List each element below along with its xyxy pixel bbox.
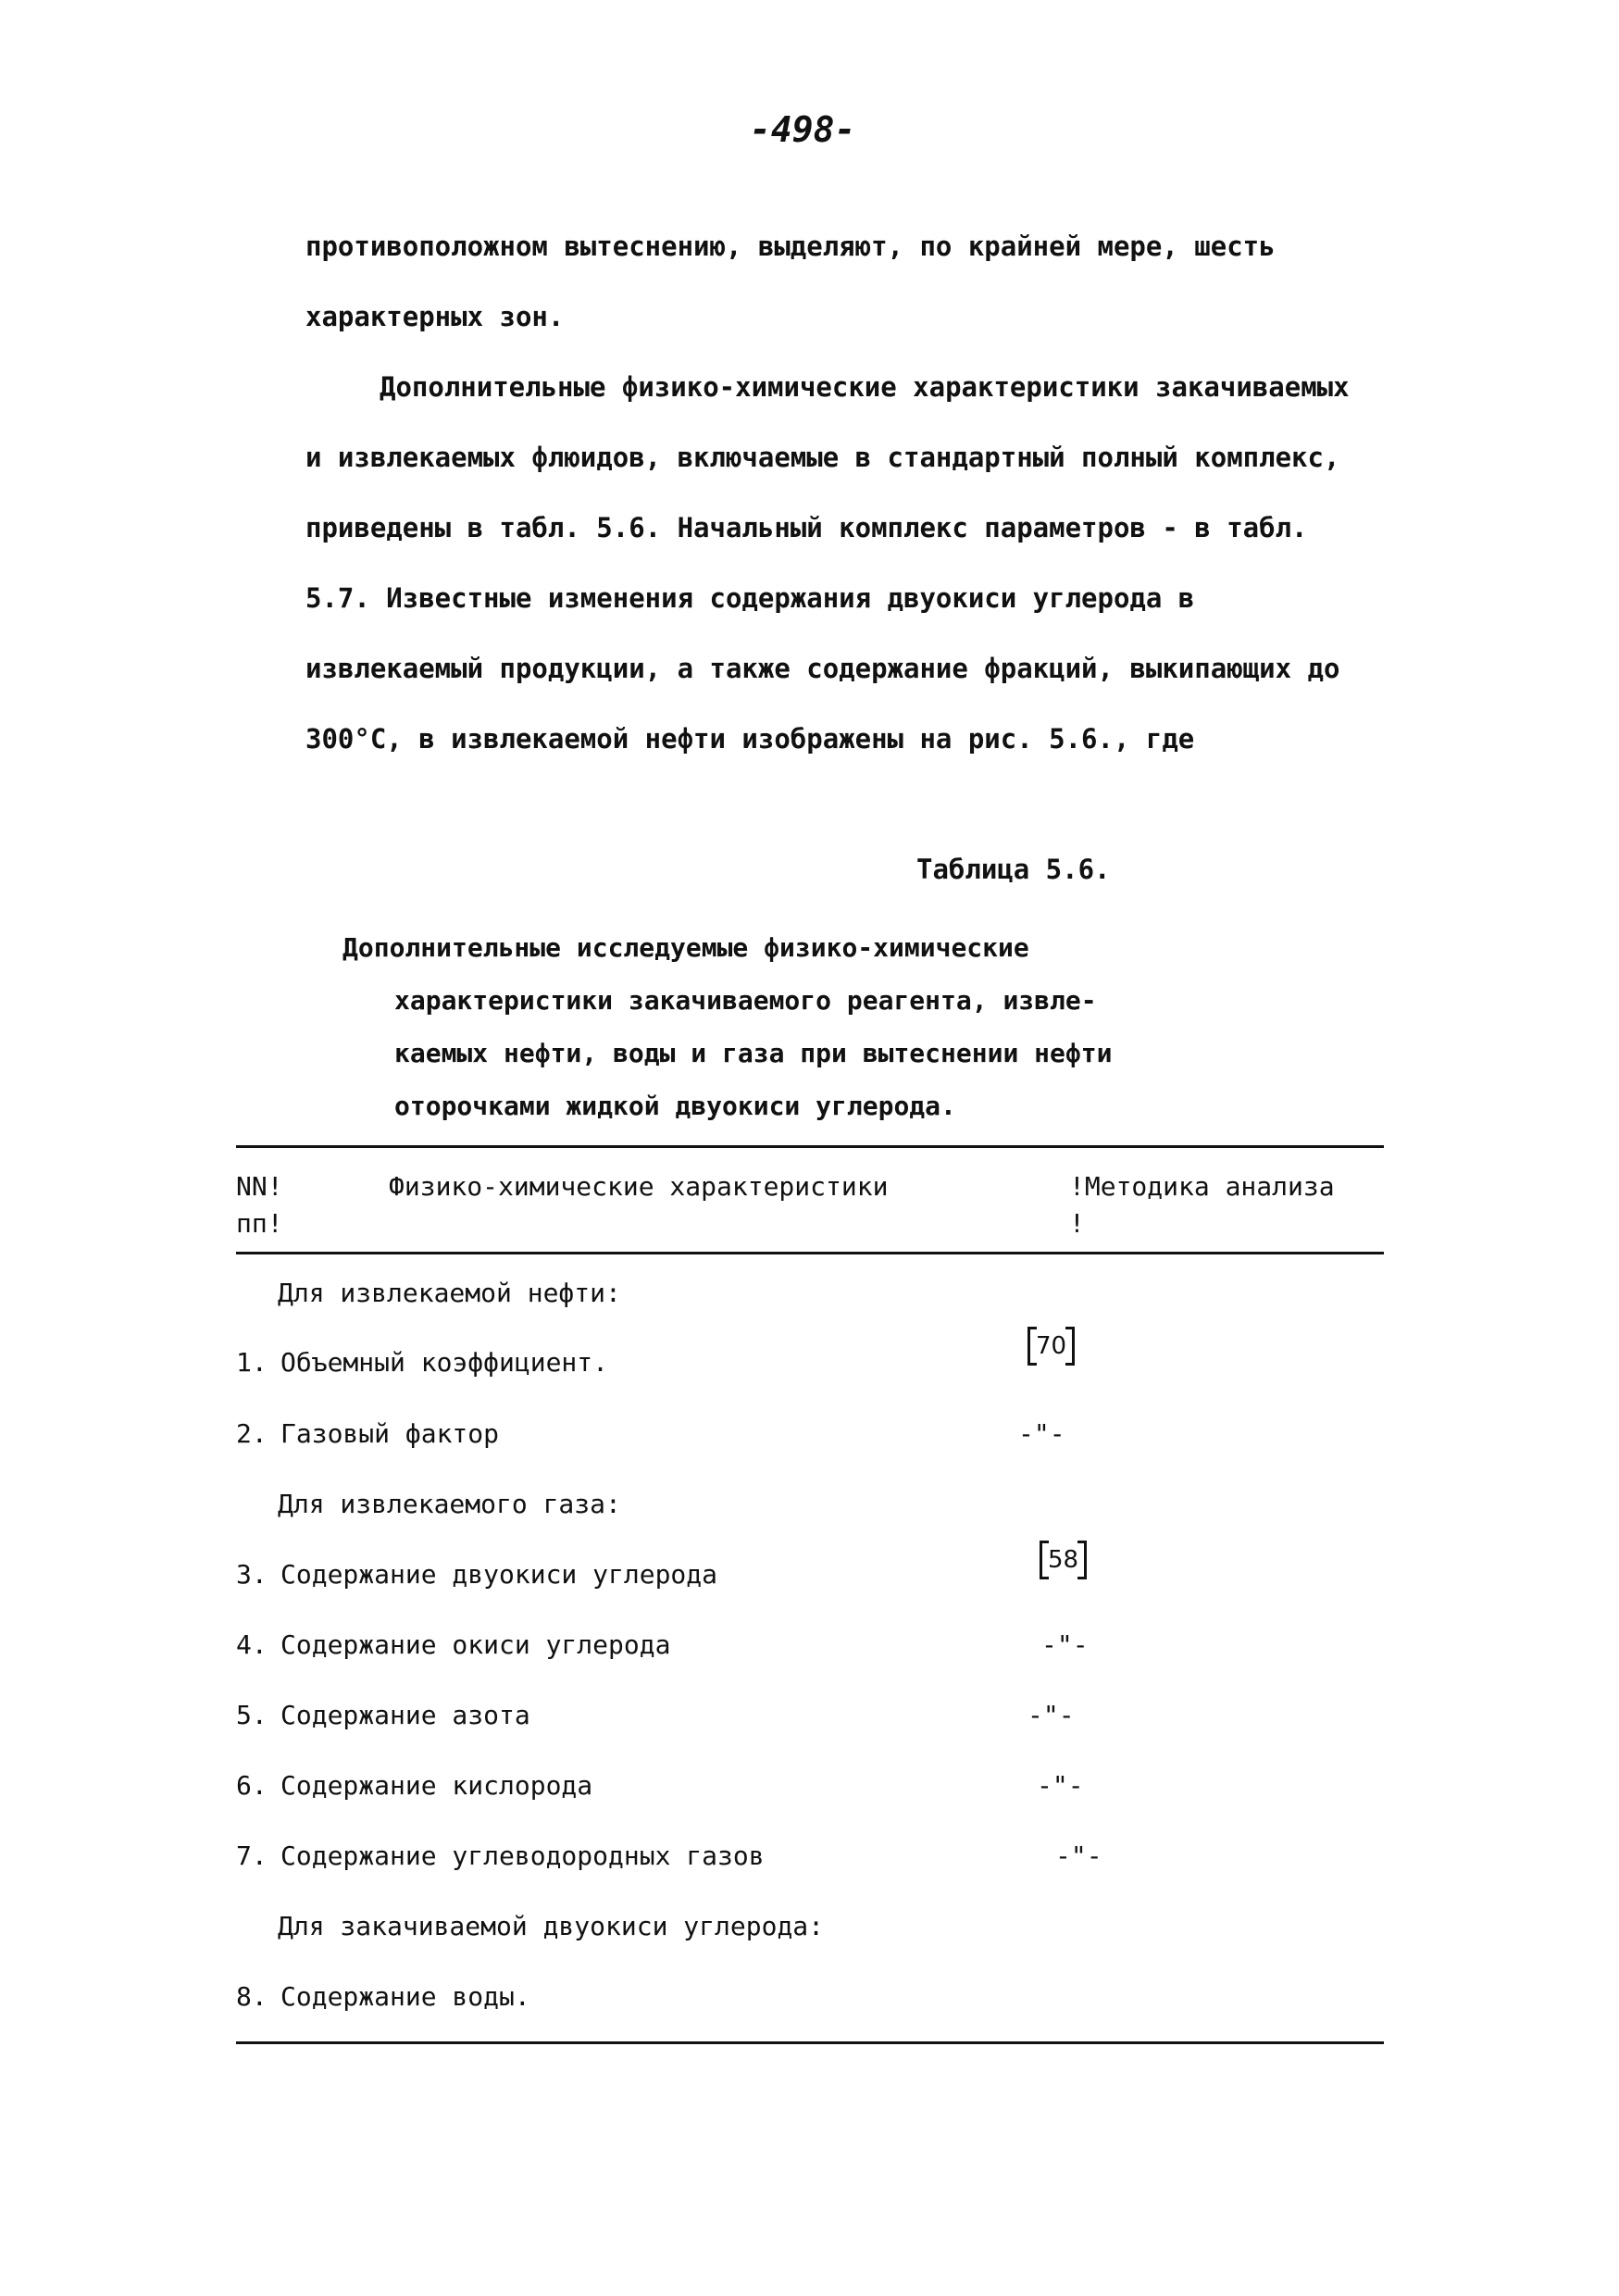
reference-number: 70	[1036, 1332, 1067, 1360]
ditto-mark: -"-	[1055, 1841, 1102, 1871]
table-bottom-rule	[236, 2041, 1384, 2044]
header-num-line: NN!	[236, 1171, 283, 1202]
group-heading: Для извлекаемого газа:	[278, 1489, 621, 1519]
paragraph-2: Дополнительные физико-химические характеристики закачиваемых и извлекаемых флюидов, включаемые в стандартный полный комплекс, приведены в табл. 5.6. Начальный комплекс параметров - в табл. 5.7. Известные изменения содержания двуокиси углерода в извлекаемый продукции, а также содержание фракций, выкипающих до 300°С, в извлекаемой нефти изображены на рис. 5.6., где	[305, 371, 1350, 755]
row-num: 5.	[236, 1700, 268, 1730]
reference-bracket	[1027, 1327, 1075, 1366]
header-num-line: пп!	[236, 1208, 283, 1239]
row-text: Содержание окиси углерода	[280, 1629, 671, 1660]
row-text: Содержание углеводородных газов	[280, 1841, 765, 1871]
table-top-rule	[236, 1145, 1384, 1148]
body-text	[305, 211, 1351, 774]
page-number: -498-	[750, 109, 856, 150]
header-num	[236, 1168, 283, 1242]
group-heading: Для извлекаемой нефти:	[278, 1278, 621, 1308]
header-method	[1069, 1168, 1335, 1242]
paragraph-1: противоположном вытеснению, выделяют, по крайней мере, шесть характерных зон.	[305, 231, 1276, 332]
row-num: 7.	[236, 1841, 268, 1871]
row-text: Содержание азота	[280, 1700, 530, 1730]
caption-line: Дополнительные исследуемые физико-химические	[342, 932, 1029, 963]
row-num: 2.	[236, 1418, 268, 1449]
row-num: 8.	[236, 1981, 268, 2012]
row-text: Газовый фактор	[280, 1418, 500, 1449]
table-header-rule	[236, 1252, 1384, 1254]
caption-line: каемых нефти, воды и газа при вытеснении нефти	[394, 1038, 1113, 1068]
table-label: Таблица 5.6.	[916, 854, 1111, 885]
ditto-mark: -"-	[1018, 1418, 1065, 1449]
row-num: 6.	[236, 1770, 268, 1801]
ditto-mark: -"-	[1027, 1700, 1075, 1730]
header-characteristics: Физико-химические характеристики	[389, 1171, 889, 1202]
row-text: Содержание воды.	[280, 1981, 530, 2012]
header-method-line: !	[1069, 1208, 1085, 1239]
ditto-mark: -"-	[1037, 1770, 1084, 1801]
caption-line: характеристики закачиваемого реагента, извле-	[394, 985, 1097, 1016]
row-num: 1.	[236, 1347, 268, 1378]
row-text: Содержание кислорода	[280, 1770, 593, 1801]
group-heading: Для закачиваемой двуокиси углерода:	[278, 1911, 825, 1941]
caption-line: оторочками жидкой двуокиси углерода.	[394, 1091, 956, 1121]
row-num: 3.	[236, 1559, 268, 1590]
reference-number: 58	[1048, 1546, 1079, 1574]
row-text: Объемный коэффициент.	[280, 1347, 609, 1378]
row-num: 4.	[236, 1629, 268, 1660]
table-caption	[342, 921, 1176, 1132]
row-text: Содержание двуокиси углерода	[280, 1559, 718, 1590]
ditto-mark: -"-	[1041, 1629, 1089, 1660]
reference-bracket	[1040, 1541, 1087, 1579]
header-method-line: !Методика анализа	[1069, 1171, 1335, 1202]
